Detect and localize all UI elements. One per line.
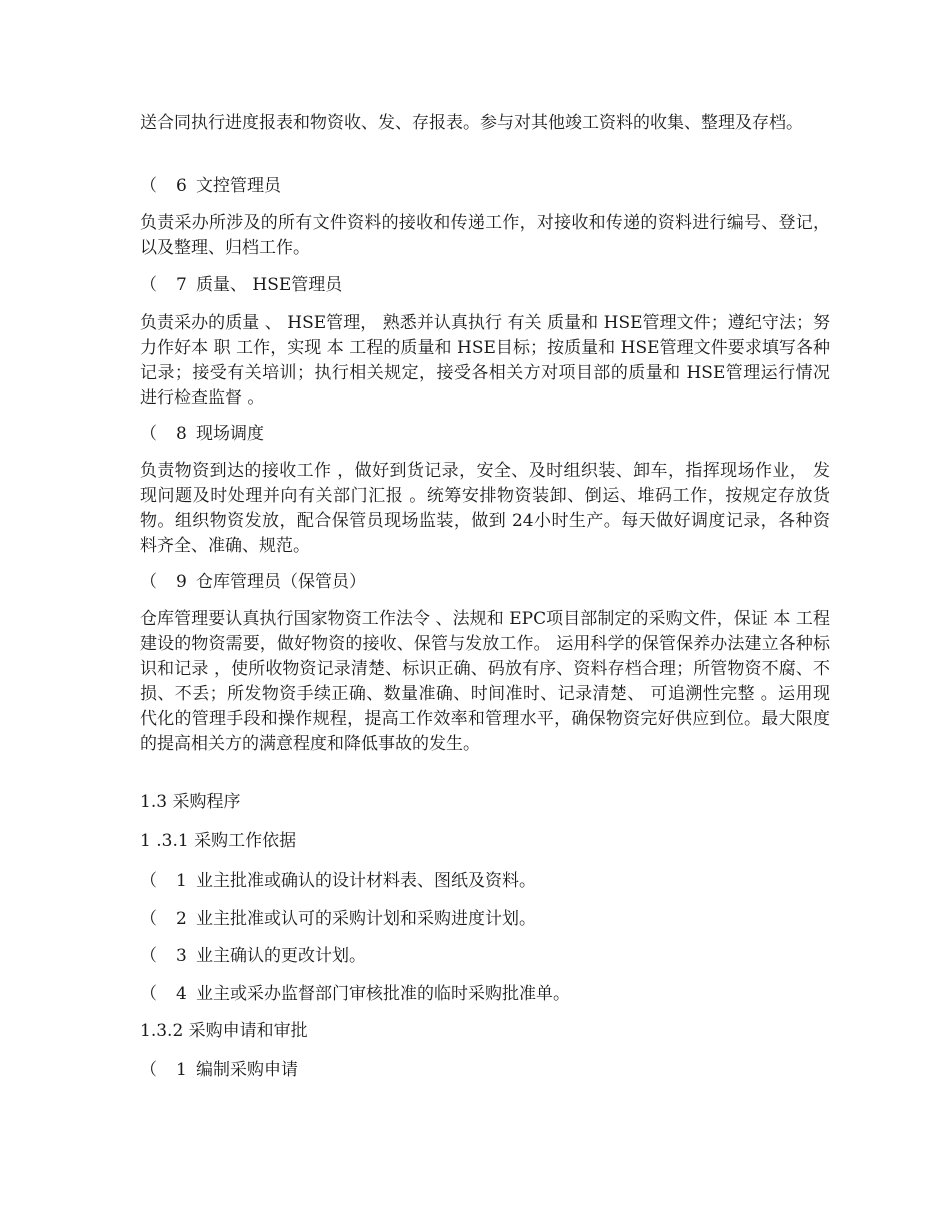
subsection-heading: 1 .3.1 采购工作依据: [140, 831, 297, 851]
item-label: 现场调度: [196, 424, 264, 444]
open-paren: （: [140, 1060, 157, 1080]
list-item-heading: [140, 982, 830, 1006]
list-item-heading: [140, 570, 830, 594]
open-paren: （: [140, 871, 157, 891]
item-label: 业主批准或确认的设计材料表、图纸及资料。: [196, 871, 536, 891]
open-paren: （: [140, 176, 157, 196]
item-number: 3: [176, 946, 187, 966]
paragraph: 负责采办的质量 、 HSE管理， 熟悉并认真执行 有关 质量和 HSE管理文件；遵纪守法；努力作好本 职 工作，实现 本 工程的质量和 HSE目标；按质量和 HSE管理文件要求填写各种记录；接受有关培训；执行相关规定，接受各相关方对项目部的质量和 HSE管理运行情况进行检查监督 。: [140, 313, 830, 408]
item-label: 业主确认的更改计划。: [196, 946, 366, 966]
item-number: 4: [176, 984, 187, 1004]
paragraph: 送合同执行进度报表和物资收、发、存报表。参与对其他竣工资料的收集、整理及存档。: [140, 113, 803, 133]
paragraph: 负责物资到达的接收工作 ，做好到货记录，安全、及时组织装、卸车，指挥现场作业， 发现问题及时处理并向有关部门汇报 。统筹安排物资装卸、倒运、堆码工作，按规定存放货物。组织物资发放，配合保管员现场监装，做到 24小时生产。每天做好调度记录，各种资料齐全、准确、规范。: [140, 461, 830, 556]
open-paren: （: [140, 946, 157, 966]
item-label: 质量、 HSE管理员: [196, 275, 343, 295]
item-number: 1: [176, 1060, 187, 1080]
list-item-heading: [140, 869, 830, 893]
item-label: 文控管理员: [196, 176, 281, 196]
list-item-heading: [140, 273, 830, 297]
section-heading: 1.3 采购程序: [140, 792, 241, 812]
list-item-heading: [140, 907, 830, 931]
paragraph: 仓库管理要认真执行国家物资工作法令 、法规和 EPC项目部制定的采购文件，保证 本 工程建设的物资需要，做好物资的接收、保管与发放工作。 运用科学的保管保养办法建立各种标识和记录 ，使所收物资记录清楚、标识正确、码放有序、资料存档合理；所管物资不腐、不损、不丢；所发物资手续正确、数量准确、时间准时、记录清楚、 可追溯性完整 。运用现代化的管理手段和操作规程，提高工作效率和管理水平，确保物资完好供应到位。最大限度的提高相关方的满意程度和降低事故的发生。: [140, 609, 830, 754]
item-number: 2: [176, 909, 187, 929]
subsection-heading: 1.3.2 采购申请和审批: [140, 1021, 308, 1041]
list-item-heading: [140, 174, 830, 198]
open-paren: （: [140, 984, 157, 1004]
open-paren: （: [140, 424, 157, 444]
list-item-heading: [140, 1058, 830, 1082]
item-number: 1: [176, 871, 187, 891]
item-label: 仓库管理员（保管员）: [196, 572, 366, 592]
list-item-heading: [140, 944, 830, 968]
open-paren: （: [140, 275, 157, 295]
item-number: 8: [176, 424, 187, 444]
item-number: 9: [176, 572, 187, 592]
open-paren: （: [140, 909, 157, 929]
paragraph: 负责采办所涉及的所有文件资料的接收和传递工作，对接收和传递的资料进行编号、登记，以及整理、归档工作。: [140, 213, 830, 258]
item-label: 业主批准或认可的采购计划和采购进度计划。: [196, 909, 536, 929]
item-label: 编制采购申请: [196, 1060, 298, 1080]
item-label: 业主或采办监督部门审核批准的临时采购批准单。: [196, 984, 570, 1004]
item-number: 7: [176, 275, 187, 295]
list-item-heading: [140, 422, 830, 446]
item-number: 6: [176, 176, 187, 196]
open-paren: （: [140, 572, 157, 592]
